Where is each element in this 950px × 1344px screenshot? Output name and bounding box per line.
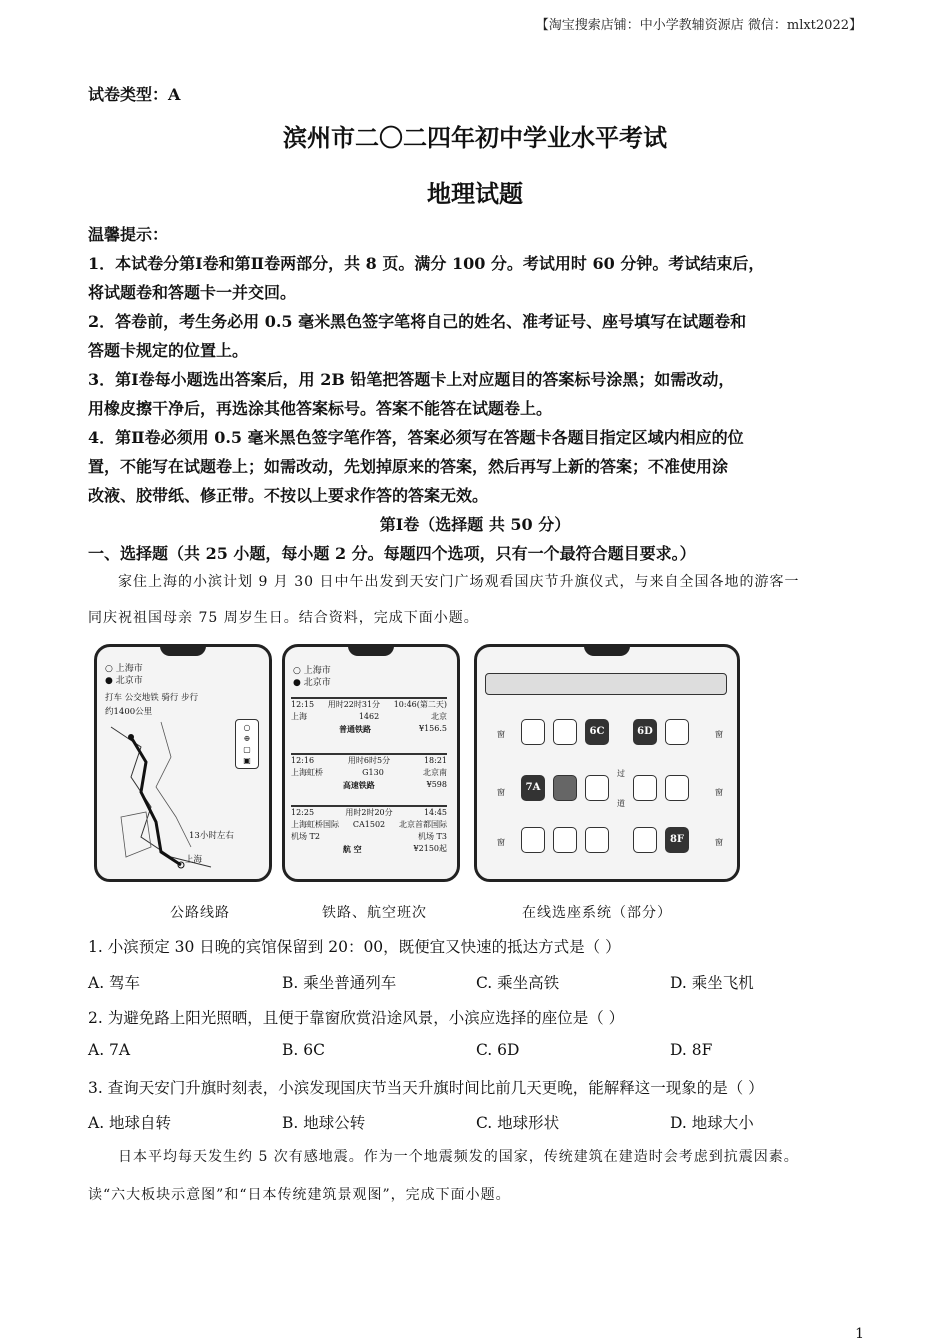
question-option: D. 8F bbox=[670, 1041, 713, 1059]
road-route-figure bbox=[94, 644, 272, 882]
seat-map-toolbar bbox=[485, 673, 727, 695]
figure-caption: 公路线路 bbox=[170, 905, 230, 921]
tip-line: 将试题卷和答题卡一并交回。 bbox=[88, 283, 297, 302]
schedule-figure bbox=[282, 644, 460, 882]
seat bbox=[553, 827, 577, 853]
seat bbox=[585, 775, 609, 801]
question-option: D. 地球大小 bbox=[670, 1114, 754, 1132]
window-label: 窗 bbox=[715, 730, 723, 739]
figure-caption: 在线选座系统（部分） bbox=[522, 905, 672, 921]
question-option: C. 乘坐高铁 bbox=[476, 974, 560, 992]
seat-selection-figure bbox=[474, 644, 740, 882]
seat bbox=[521, 719, 545, 745]
seat bbox=[585, 827, 609, 853]
tip-line: 置，不能写在试题卷上；如需改动，先划掉原来的答案，然后再写上新的答案；不准使用涂 bbox=[88, 457, 729, 476]
route-duration: 13小时左右 bbox=[189, 831, 234, 841]
intro-paragraph: 日本平均每天发生约 5 次有感地震。作为一个地震频发的国家，传统建筑在建造时会考虑到抗震因素。 bbox=[118, 1149, 799, 1165]
question-option: B. 地球公转 bbox=[282, 1114, 366, 1132]
route-start: 上海 bbox=[185, 855, 203, 865]
window-label: 窗 bbox=[497, 838, 505, 847]
question-option: C. 6D bbox=[476, 1041, 520, 1059]
page-header: 【淘宝搜索店铺：中小学教辅资源店 微信：mlxt2022】 bbox=[535, 18, 862, 33]
window-label: 窗 bbox=[497, 730, 505, 739]
tip-line: 答题卡规定的位置上。 bbox=[88, 341, 249, 360]
seat-6c: 6C bbox=[585, 719, 609, 745]
seat bbox=[633, 775, 657, 801]
question-option: B. 6C bbox=[282, 1041, 325, 1059]
phone-notch bbox=[584, 644, 630, 656]
question-stem: 3. 查询天安门升旗时刻表，小滨发现国庆节当天升旗时间比前几天更晚，能解释这一现象的是（ ） bbox=[88, 1079, 764, 1097]
seat-7a: 7A bbox=[521, 775, 545, 801]
window-label: 窗 bbox=[497, 788, 505, 797]
exam-title: 滨州市二〇二四年初中学业水平考试 bbox=[283, 123, 667, 152]
intro-paragraph: 同庆祝祖国母亲 75 周岁生日。结合资料，完成下面小题。 bbox=[88, 610, 479, 626]
aisle-label: 过道 bbox=[617, 769, 625, 808]
schedule-card-hsr: 12:16 用时6时5分 18:21 上海虹桥 G130 北京南 高速铁路 ¥598 bbox=[291, 753, 447, 805]
seat bbox=[521, 827, 545, 853]
schedule-card-flight: 12:25 用时2时20分 14:45 上海虹桥国际机场 T2 CA1502 北京首都国际机场 T3 航 空 ¥2150起 bbox=[291, 805, 447, 875]
question-option: C. 地球形状 bbox=[476, 1114, 560, 1132]
tip-line: 2．答卷前，考生务必用 0.5 毫米黑色签字笔将自己的姓名、准考证号、座号填写在试题卷和 bbox=[88, 312, 747, 331]
question-option: A. 驾车 bbox=[88, 974, 141, 992]
part-heading: 一、选择题（共 25 小题，每小题 2 分。每题四个选项，只有一个最符合题目要求。） bbox=[88, 544, 696, 563]
figure-caption: 铁路、航空班次 bbox=[322, 905, 427, 921]
phone-notch bbox=[160, 644, 206, 656]
tip-line: 用橡皮擦干净后，再选涂其他答案标号。答案不能答在试题卷上。 bbox=[88, 399, 553, 418]
window-label: 窗 bbox=[715, 788, 723, 797]
route-distance: 约1400公里 bbox=[105, 707, 153, 717]
tip-line: 1．本试卷分第Ⅰ卷和第Ⅱ卷两部分，共 8 页。满分 100 分。考试用时 60 分钟。考试结束后， bbox=[88, 254, 765, 273]
tip-line: 改液、胶带纸、修正带。不按以上要求作答的答案无效。 bbox=[88, 486, 489, 505]
window-label: 窗 bbox=[715, 838, 723, 847]
section-heading: 第Ⅰ卷（选择题 共 50 分） bbox=[379, 515, 571, 534]
map-controls: ○ ⊕ ▢ ▣ bbox=[235, 719, 259, 769]
page-number: 1 bbox=[855, 1326, 864, 1342]
schedule-card-train: 12:15 用时22时31分 10:46(第二天) 上海 1462 北京 普通铁路 ¥156.5 bbox=[291, 697, 447, 753]
seat-6d: 6D bbox=[633, 719, 657, 745]
seat bbox=[665, 719, 689, 745]
tip-line: 3．第Ⅰ卷每小题选出答案后，用 2B 铅笔把答题卡上对应题目的答案标号涂黑；如需改动， bbox=[88, 370, 735, 389]
seat bbox=[633, 827, 657, 853]
route-endpoints: ○ 上海市 ● 北京市 bbox=[105, 664, 143, 686]
tip-line: 4．第Ⅱ卷必须用 0.5 毫米黑色签字笔作答，答案必须写在答题卡各题目指定区域内相应的位 bbox=[88, 428, 744, 447]
question-stem: 2. 为避免路上阳光照晒，且便于靠窗欣赏沿途风景，小滨应选择的座位是（ ） bbox=[88, 1009, 625, 1027]
seat bbox=[665, 775, 689, 801]
intro-paragraph: 读“六大板块示意图”和“日本传统建筑景观图”，完成下面小题。 bbox=[88, 1187, 511, 1203]
question-option: A. 7A bbox=[88, 1041, 131, 1059]
seat bbox=[553, 719, 577, 745]
intro-paragraph: 家住上海的小滨计划 9 月 30 日中午出发到天安门广场观看国庆节升旗仪式，与来自全国各地的游客一 bbox=[118, 574, 800, 590]
phone-notch bbox=[348, 644, 394, 656]
transport-modes: 打车 公交地铁 骑行 步行 bbox=[105, 693, 199, 703]
paper-type: 试卷类型：A bbox=[88, 85, 181, 104]
question-option: B. 乘坐普通列车 bbox=[282, 974, 397, 992]
seat bbox=[553, 775, 577, 801]
route-endpoints: ○ 上海市 ● 北京市 bbox=[293, 666, 331, 688]
question-stem: 1. 小滨预定 30 日晚的宾馆保留到 20：00，既便宜又快速的抵达方式是（ ） bbox=[88, 938, 621, 956]
question-option: D. 乘坐飞机 bbox=[670, 974, 754, 992]
question-option: A. 地球自转 bbox=[88, 1114, 172, 1132]
subject-title: 地理试题 bbox=[427, 179, 523, 208]
seat-8f: 8F bbox=[665, 827, 689, 853]
tips-heading: 温馨提示： bbox=[88, 225, 169, 244]
